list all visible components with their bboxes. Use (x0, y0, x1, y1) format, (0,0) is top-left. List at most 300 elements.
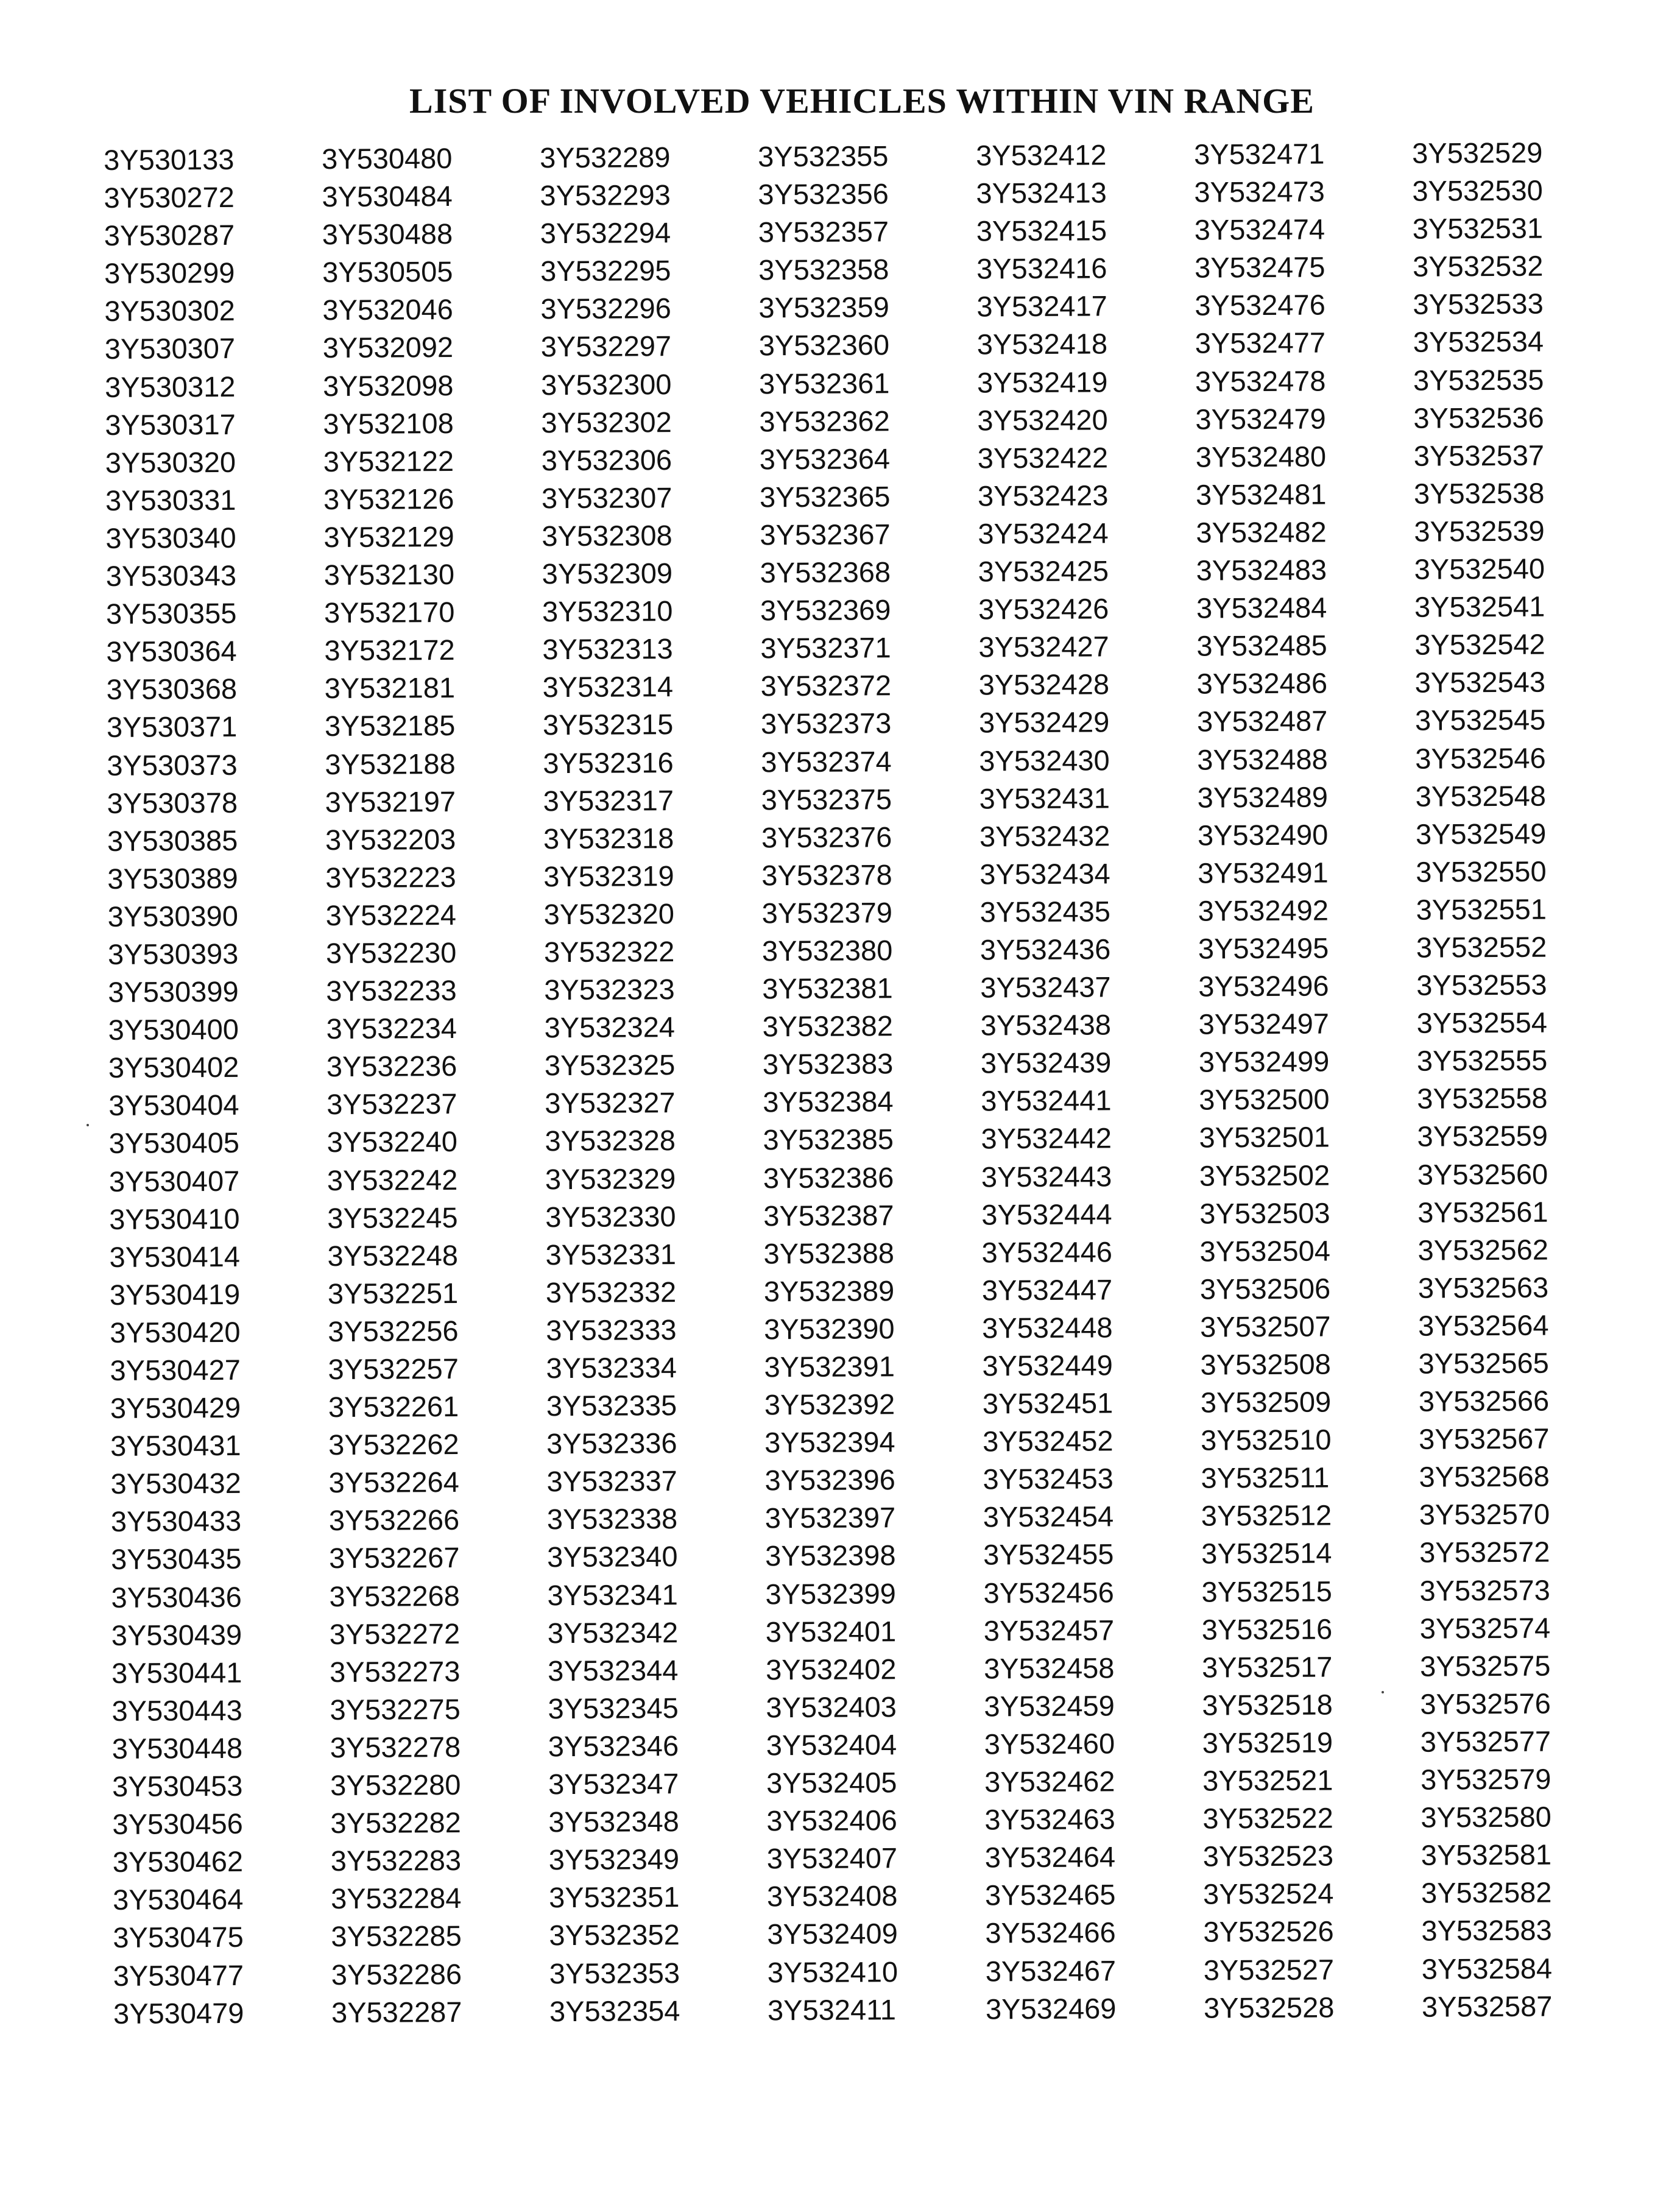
vin-entry: 3Y532554 (1416, 1006, 1548, 1039)
vin-entry: 3Y532489 (1197, 780, 1329, 814)
vin-entry: 3Y532352 (549, 1918, 680, 1952)
vin-entry: 3Y530405 (108, 1126, 240, 1160)
vin-entry: 3Y532310 (542, 595, 673, 628)
vin-entry: 3Y532371 (760, 631, 891, 665)
vin-entry: 3Y532465 (984, 1878, 1116, 1912)
vin-entry: 3Y530420 (110, 1315, 241, 1349)
vin-entry: 3Y532551 (1416, 892, 1547, 926)
vin-entry: 3Y532307 (541, 481, 672, 515)
vin-entry: 3Y532406 (766, 1804, 897, 1837)
vin-entry: 3Y532399 (765, 1576, 896, 1610)
vin-entry: 3Y532349 (548, 1843, 680, 1876)
vin-entry: 3Y532126 (323, 482, 454, 515)
vin-entry: 3Y532389 (763, 1274, 895, 1308)
vin-entry: 3Y532347 (548, 1767, 679, 1801)
vin-entry: 3Y532275 (330, 1692, 461, 1726)
vin-column-4 (758, 137, 975, 2029)
vin-entry: 3Y530404 (108, 1089, 239, 1122)
vin-entry: 3Y530287 (104, 219, 235, 252)
vin-entry: 3Y532364 (759, 442, 891, 476)
vin-entry: 3Y532564 (1418, 1308, 1549, 1342)
vin-entry: 3Y532537 (1413, 439, 1545, 472)
vin-entry: 3Y530456 (112, 1807, 243, 1841)
vin-entry: 3Y532550 (1416, 855, 1547, 888)
vin-entry: 3Y532570 (1419, 1497, 1550, 1531)
vin-entry: 3Y532504 (1199, 1234, 1331, 1268)
vin-entry: 3Y532308 (542, 519, 672, 552)
vin-entry: 3Y532531 (1412, 211, 1544, 245)
vin-entry: 3Y532242 (326, 1163, 458, 1196)
vin-entry: 3Y532172 (324, 634, 455, 667)
vin-entry: 3Y532532 (1412, 249, 1544, 283)
vin-entry: 3Y530400 (108, 1013, 239, 1047)
vin-entry: 3Y530393 (107, 937, 239, 970)
vin-entry: 3Y532342 (547, 1615, 679, 1649)
vin-entry: 3Y530429 (110, 1391, 241, 1425)
vin-entry: 3Y532404 (766, 1728, 897, 1762)
vin-entry: 3Y532322 (543, 935, 675, 969)
vin-entry: 3Y530355 (105, 596, 237, 630)
vin-entry: 3Y532289 (540, 141, 671, 174)
vin-entry: 3Y532245 (327, 1201, 458, 1234)
vin-entry: 3Y532473 (1194, 175, 1325, 208)
vin-entry: 3Y532285 (331, 1919, 462, 1953)
vin-entry: 3Y530448 (111, 1731, 243, 1765)
vin-entry: 3Y532354 (549, 1994, 680, 2027)
vin-entry: 3Y532108 (323, 406, 454, 440)
vin-entry: 3Y532491 (1198, 856, 1329, 889)
vin-entry: 3Y532462 (984, 1765, 1115, 1798)
vin-entry: 3Y532507 (1200, 1310, 1331, 1343)
vin-entry: 3Y532475 (1194, 250, 1325, 284)
vin-entry: 3Y532549 (1415, 817, 1547, 850)
vin-entry: 3Y532379 (761, 896, 893, 930)
vin-entry: 3Y530320 (105, 445, 236, 479)
vin-entry: 3Y532515 (1201, 1575, 1332, 1608)
vin-entry: 3Y532373 (760, 707, 892, 740)
vin-entry: 3Y532355 (758, 139, 889, 173)
vin-entry: 3Y532477 (1195, 326, 1326, 360)
vin-entry: 3Y532519 (1202, 1726, 1333, 1759)
vin-entry: 3Y532471 (1193, 137, 1325, 171)
vin-entry: 3Y532582 (1421, 1876, 1552, 1910)
vin-entry: 3Y532432 (979, 819, 1110, 853)
vin-entry: 3Y532256 (328, 1314, 459, 1348)
vin-entry: 3Y532284 (330, 1882, 462, 1915)
vin-entry: 3Y532567 (1419, 1422, 1550, 1455)
vin-entry: 3Y530133 (104, 143, 235, 176)
vin-entry: 3Y532392 (764, 1388, 895, 1421)
vin-entry: 3Y530479 (113, 1996, 244, 2030)
vin-entry: 3Y532356 (758, 177, 889, 211)
vin-entry: 3Y532441 (981, 1084, 1112, 1117)
vin-entry: 3Y532541 (1414, 590, 1545, 623)
vin-entry: 3Y532300 (540, 367, 672, 401)
vin-entry: 3Y532546 (1415, 741, 1546, 775)
vin-entry: 3Y532459 (984, 1689, 1115, 1723)
vin-entry: 3Y532478 (1195, 364, 1326, 398)
vin-entry: 3Y532517 (1202, 1650, 1333, 1684)
vin-entry: 3Y532346 (548, 1729, 679, 1763)
vin-entry: 3Y532467 (985, 1954, 1117, 1987)
vin-entry: 3Y532502 (1199, 1159, 1330, 1192)
vin-entry: 3Y532419 (976, 365, 1108, 399)
vin-entry: 3Y530439 (111, 1618, 242, 1651)
vin-entry: 3Y532327 (545, 1086, 676, 1120)
vin-entry: 3Y532575 (1419, 1649, 1551, 1682)
vin-entry: 3Y532437 (980, 970, 1111, 1004)
vin-entry: 3Y532380 (761, 934, 893, 967)
vin-column-6 (1194, 135, 1411, 2027)
vin-entry: 3Y532294 (540, 216, 671, 250)
vin-entry: 3Y532411 (767, 1993, 897, 2026)
vin-entry: 3Y532562 (1417, 1233, 1549, 1266)
vin-entry: 3Y532046 (322, 293, 453, 327)
vin-entry: 3Y532336 (546, 1427, 677, 1460)
vin-entry: 3Y530464 (112, 1883, 244, 1916)
vin-entry: 3Y532521 (1202, 1763, 1333, 1797)
vin-entry: 3Y532464 (984, 1840, 1116, 1874)
vin-entry: 3Y532335 (546, 1389, 677, 1422)
vin-entry: 3Y530343 (105, 559, 237, 593)
vin-entry: 3Y532456 (983, 1575, 1114, 1609)
vin-entry: 3Y532397 (764, 1501, 896, 1534)
vin-entry: 3Y530462 (112, 1845, 244, 1879)
vin-entry: 3Y532496 (1198, 969, 1329, 1003)
vin-entry: 3Y530432 (110, 1467, 242, 1500)
vin-entry: 3Y532485 (1196, 629, 1327, 662)
vin-entry: 3Y530402 (108, 1051, 239, 1084)
vin-entry: 3Y532385 (763, 1123, 894, 1156)
vin-entry: 3Y532273 (330, 1654, 461, 1688)
vin-entry: 3Y532324 (544, 1011, 676, 1044)
vin-entry: 3Y530410 (109, 1202, 240, 1235)
vin-entry: 3Y532581 (1421, 1838, 1552, 1871)
vin-entry: 3Y532316 (543, 746, 674, 779)
vin-entry: 3Y532240 (326, 1125, 458, 1159)
vin-entry: 3Y532439 (980, 1046, 1112, 1079)
vin-entry: 3Y532315 (542, 708, 674, 741)
vin-entry: 3Y532487 (1196, 704, 1328, 738)
vin-entry: 3Y532358 (758, 253, 889, 286)
vin-entry: 3Y532391 (764, 1350, 895, 1383)
vin-entry: 3Y532381 (762, 972, 893, 1005)
vin-entry: 3Y532357 (758, 215, 889, 249)
vin-entry: 3Y532230 (325, 936, 457, 970)
vin-entry: 3Y532287 (331, 1995, 462, 2028)
vin-entry: 3Y530441 (111, 1656, 242, 1689)
vin-list (104, 133, 1600, 2054)
vin-entry: 3Y532283 (330, 1844, 462, 1877)
vin-entry: 3Y532483 (1196, 553, 1327, 587)
vin-entry: 3Y532533 (1413, 288, 1544, 321)
vin-entry: 3Y532527 (1203, 1952, 1335, 1986)
vin-entry: 3Y532552 (1416, 930, 1547, 964)
vin-entry: 3Y532486 (1196, 666, 1328, 700)
vin-entry: 3Y532561 (1417, 1195, 1548, 1229)
vin-entry: 3Y530488 (322, 217, 453, 251)
vin-entry: 3Y530475 (113, 1921, 244, 1954)
vin-entry: 3Y532415 (976, 214, 1107, 247)
vin-entry: 3Y532261 (328, 1390, 459, 1424)
vin-entry: 3Y530371 (106, 710, 238, 744)
vin-entry: 3Y532535 (1413, 363, 1544, 397)
scan-speck (1382, 1691, 1384, 1693)
vin-entry: 3Y532403 (766, 1690, 897, 1724)
vin-entry: 3Y532313 (542, 632, 673, 666)
vin-entry: 3Y530414 (109, 1240, 241, 1273)
vin-entry: 3Y532236 (326, 1050, 457, 1083)
vin-entry: 3Y532328 (545, 1124, 676, 1157)
vin-entry: 3Y530390 (107, 899, 239, 933)
vin-entry: 3Y532514 (1201, 1536, 1332, 1570)
vin-entry: 3Y530431 (110, 1429, 241, 1463)
vin-entry: 3Y530433 (110, 1505, 242, 1538)
vin-entry: 3Y530373 (107, 748, 238, 782)
vin-entry: 3Y530505 (322, 255, 453, 289)
vin-entry: 3Y532540 (1414, 552, 1545, 585)
vin-entry: 3Y532320 (543, 897, 675, 931)
vin-entry: 3Y532248 (327, 1238, 459, 1272)
vin-entry: 3Y532506 (1199, 1272, 1331, 1305)
vin-entry: 3Y530453 (112, 1769, 243, 1802)
vin-entry: 3Y532479 (1195, 402, 1326, 436)
vin-entry: 3Y532407 (766, 1841, 898, 1875)
vin-entry: 3Y532508 (1200, 1347, 1332, 1381)
vin-entry: 3Y532454 (983, 1500, 1114, 1533)
vin-entry: 3Y532388 (763, 1236, 895, 1270)
vin-entry: 3Y532340 (547, 1540, 678, 1573)
vin-entry: 3Y532543 (1414, 665, 1546, 699)
scan-speck (86, 1124, 89, 1126)
vin-entry: 3Y532457 (983, 1614, 1115, 1647)
vin-entry: 3Y532412 (976, 138, 1107, 172)
vin-entry: 3Y532234 (326, 1012, 457, 1045)
vin-entry: 3Y532568 (1419, 1460, 1550, 1494)
vin-entry: 3Y532434 (979, 857, 1110, 891)
vin-column-3 (540, 138, 757, 2030)
vin-entry: 3Y532408 (766, 1879, 898, 1913)
vin-entry: 3Y530299 (104, 256, 235, 290)
vin-entry: 3Y532223 (325, 860, 456, 894)
vin-entry: 3Y532278 (330, 1730, 461, 1764)
vin-entry: 3Y532369 (760, 593, 891, 627)
vin-entry: 3Y532576 (1420, 1687, 1551, 1720)
vin-entry: 3Y532423 (977, 479, 1109, 512)
vin-entry: 3Y532431 (979, 781, 1110, 815)
vin-entry: 3Y532296 (540, 292, 671, 325)
vin-entry: 3Y532341 (547, 1578, 678, 1611)
vin-entry: 3Y532425 (978, 554, 1109, 588)
vin-entry: 3Y532257 (328, 1352, 459, 1386)
vin-entry: 3Y532422 (977, 441, 1109, 475)
vin-entry: 3Y532129 (323, 520, 454, 554)
vin-entry: 3Y532429 (978, 705, 1110, 739)
vin-entry: 3Y532497 (1198, 1007, 1330, 1040)
vin-entry: 3Y532446 (981, 1235, 1113, 1269)
vin-entry: 3Y532418 (976, 327, 1108, 361)
vin-entry: 3Y532530 (1412, 174, 1543, 207)
vin-entry: 3Y532558 (1417, 1081, 1548, 1115)
vin-entry: 3Y532534 (1413, 325, 1544, 359)
vin-entry: 3Y532359 (758, 291, 889, 324)
vin-entry: 3Y532375 (761, 782, 892, 816)
vin-entry: 3Y532383 (762, 1047, 894, 1081)
vin-entry: 3Y532583 (1421, 1913, 1552, 1947)
vin-entry: 3Y532386 (763, 1160, 894, 1194)
vin-entry: 3Y532334 (546, 1351, 677, 1385)
vin-entry: 3Y532566 (1418, 1384, 1550, 1417)
vin-entry: 3Y532455 (983, 1537, 1114, 1571)
vin-entry: 3Y530307 (104, 332, 236, 365)
vin-entry: 3Y532382 (762, 1009, 894, 1043)
vin-entry: 3Y532511 (1201, 1461, 1330, 1494)
vin-entry: 3Y530407 (108, 1164, 240, 1198)
vin-entry: 3Y532447 (981, 1273, 1113, 1307)
vin-entry: 3Y532344 (548, 1653, 679, 1687)
vin-entry: 3Y532282 (330, 1806, 461, 1840)
vin-entry: 3Y532268 (329, 1579, 460, 1612)
vin-entry: 3Y532295 (540, 254, 671, 288)
vin-entry: 3Y532092 (322, 331, 454, 364)
vin-entry: 3Y532317 (543, 783, 674, 817)
vin-entry: 3Y530368 (106, 673, 238, 706)
vin-column-2 (322, 139, 538, 2031)
vin-entry: 3Y532330 (545, 1199, 676, 1233)
vin-entry: 3Y530340 (105, 521, 236, 554)
vin-entry: 3Y532444 (981, 1197, 1112, 1231)
vin-entry: 3Y532387 (763, 1198, 894, 1232)
vin-entry: 3Y532362 (759, 404, 890, 438)
vin-entry: 3Y532474 (1194, 213, 1325, 246)
vin-entry: 3Y532443 (981, 1159, 1112, 1193)
vin-entry: 3Y530385 (107, 824, 238, 857)
vin-entry: 3Y532522 (1202, 1801, 1333, 1835)
vin-entry: 3Y532376 (761, 820, 892, 854)
vin-entry: 3Y532122 (323, 444, 454, 478)
vin-entry: 3Y532394 (764, 1425, 895, 1459)
vin-entry: 3Y532542 (1414, 627, 1545, 661)
vin-entry: 3Y532374 (761, 744, 892, 778)
vin-entry: 3Y532098 (322, 369, 454, 402)
vin-entry: 3Y532538 (1413, 476, 1545, 510)
vin-entry: 3Y532490 (1197, 818, 1329, 852)
vin-entry: 3Y532572 (1419, 1536, 1550, 1569)
vin-entry: 3Y532428 (978, 668, 1110, 701)
vin-entry: 3Y532509 (1200, 1385, 1332, 1419)
vin-entry: 3Y532170 (323, 596, 455, 629)
vin-entry: 3Y532417 (976, 289, 1107, 323)
vin-entry: 3Y532224 (325, 898, 457, 931)
vin-entry: 3Y532516 (1201, 1612, 1333, 1646)
vin-entry: 3Y532539 (1414, 514, 1545, 548)
vin-entry: 3Y532451 (982, 1386, 1114, 1420)
vin-entry: 3Y532396 (764, 1463, 895, 1497)
vin-entry: 3Y532526 (1203, 1915, 1334, 1948)
vin-entry: 3Y532560 (1417, 1157, 1548, 1191)
vin-entry: 3Y532430 (979, 743, 1110, 777)
vin-entry: 3Y532501 (1199, 1120, 1330, 1154)
vin-entry: 3Y532413 (976, 176, 1107, 210)
vin-entry: 3Y532361 (758, 366, 890, 400)
vin-entry: 3Y530389 (107, 861, 238, 895)
vin-entry: 3Y532427 (978, 630, 1109, 663)
vin-entry: 3Y532480 (1195, 440, 1327, 473)
vin-entry: 3Y532424 (978, 517, 1109, 550)
vin-entry: 3Y532197 (325, 785, 456, 818)
vin-entry: 3Y532584 (1421, 1952, 1553, 1985)
vin-column-7 (1412, 133, 1629, 2025)
vin-entry: 3Y532495 (1198, 931, 1329, 965)
vin-entry: 3Y530272 (104, 180, 235, 214)
vin-entry: 3Y532553 (1416, 968, 1547, 1001)
vin-entry: 3Y532510 (1201, 1423, 1332, 1456)
vin-entry: 3Y532323 (544, 973, 675, 1006)
vin-entry: 3Y532237 (326, 1087, 457, 1121)
vin-entry: 3Y532469 (985, 1991, 1117, 2025)
vin-entry: 3Y532580 (1421, 1800, 1551, 1834)
vin-entry: 3Y532264 (328, 1466, 459, 1499)
vin-entry: 3Y532337 (546, 1464, 677, 1498)
vin-entry: 3Y530477 (113, 1958, 244, 1992)
vin-entry: 3Y530443 (111, 1693, 242, 1727)
vin-entry: 3Y532353 (549, 1956, 680, 1989)
vin-entry: 3Y530378 (107, 786, 238, 819)
vin-entry: 3Y532325 (544, 1048, 676, 1082)
vin-entry: 3Y532452 (983, 1424, 1114, 1458)
page-title: LIST OF INVOLVED VEHICLES WITHIN VIN RANGE (409, 81, 1315, 121)
vin-entry: 3Y532488 (1197, 742, 1328, 776)
vin-entry: 3Y532482 (1196, 515, 1327, 549)
vin-entry: 3Y532481 (1195, 478, 1327, 511)
vin-entry: 3Y532378 (761, 858, 892, 892)
vin-entry: 3Y530317 (105, 408, 236, 441)
vin-entry: 3Y532360 (758, 328, 890, 362)
vin-entry: 3Y532314 (542, 670, 674, 704)
vin-entry: 3Y532499 (1198, 1045, 1330, 1078)
vin-entry: 3Y532438 (980, 1008, 1112, 1042)
vin-entry: 3Y532563 (1417, 1271, 1549, 1304)
vin-column-5 (976, 136, 1193, 2028)
vin-entry: 3Y532503 (1199, 1196, 1330, 1230)
vin-entry: 3Y532185 (324, 709, 456, 743)
vin-entry: 3Y532524 (1202, 1877, 1334, 1910)
vin-entry: 3Y532518 (1202, 1688, 1333, 1721)
vin-entry: 3Y532512 (1201, 1499, 1332, 1532)
vin-entry: 3Y530435 (111, 1542, 242, 1576)
vin-entry: 3Y532410 (767, 1955, 898, 1988)
vin-entry: 3Y532188 (325, 747, 456, 780)
vin-entry: 3Y532460 (984, 1727, 1115, 1760)
vin-entry: 3Y532319 (543, 859, 674, 893)
vin-entry: 3Y532442 (981, 1121, 1112, 1155)
vin-entry: 3Y532384 (763, 1085, 894, 1118)
vin-entry: 3Y532579 (1420, 1762, 1551, 1796)
vin-entry: 3Y532573 (1419, 1573, 1550, 1607)
vin-entry: 3Y532272 (329, 1617, 461, 1650)
vin-entry: 3Y532329 (545, 1162, 676, 1195)
vin-entry: 3Y532484 (1196, 591, 1327, 624)
vin-entry: 3Y532266 (328, 1503, 460, 1537)
vin-entry: 3Y532332 (545, 1275, 677, 1309)
vin-entry: 3Y532409 (767, 1917, 898, 1951)
vin-entry: 3Y530480 (322, 142, 453, 175)
vin-column-1 (104, 140, 320, 2032)
vin-entry: 3Y532536 (1413, 401, 1544, 434)
vin-entry: 3Y532435 (979, 895, 1111, 928)
vin-entry: 3Y532436 (979, 933, 1111, 966)
vin-entry: 3Y530436 (111, 1580, 242, 1614)
